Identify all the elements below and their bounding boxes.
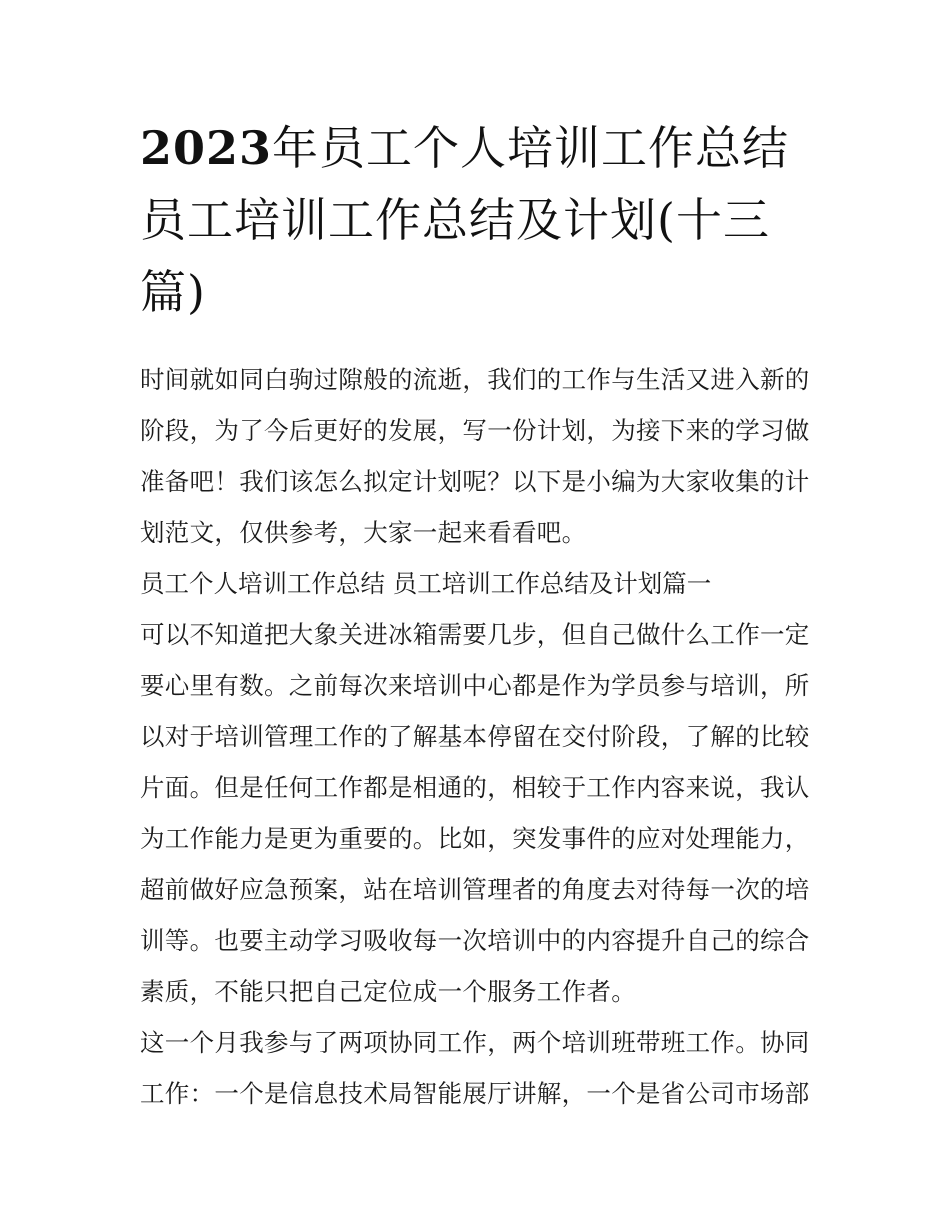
intro-paragraph: 时间就如同白驹过隙般的流逝，我们的工作与生活又进入新的阶段，为了今后更好的发展，写一份计划，为接下来的学习做准备吧！我们该怎么拟定计划呢？以下是小编为大家收集的计划范文，仅供参考，大家一起来看看吧。 (140, 365, 810, 547)
section-heading: 员工个人培训工作总结 员工培训工作总结及计划篇一 (140, 569, 712, 598)
body-paragraph-1: 可以不知道把大象关进冰箱需要几步，但自己做什么工作一定要心里有数。之前每次来培训中心都是作为学员参与培训，所以对于培训管理工作的了解基本停留在交付阶段，了解的比较片面。但是任何工作都是相通的，相较于工作内容来说，我认为工作能力是更为重要的。比如，突发事件的应对处理能力，超前做好应急预案，站在培训管理者的角度去对待每一次的培训等。也要主动学习吸收每一次培训中的内容提升自己的综合素质，不能只把自己定位成一个服务工作者。 (140, 620, 810, 1006)
title-year: 2023 (140, 121, 273, 175)
body-paragraph-2: 这一个月我参与了两项协同工作，两个培训班带班工作。协同工作：一个是信息技术局智能展厅讲解，一个是省公司市场部 (140, 1028, 810, 1108)
document-title (140, 112, 820, 328)
document-body (140, 354, 820, 1119)
title-text: 年员工个人培训工作总结 员工培训工作总结及计划(十三篇) (140, 121, 790, 319)
